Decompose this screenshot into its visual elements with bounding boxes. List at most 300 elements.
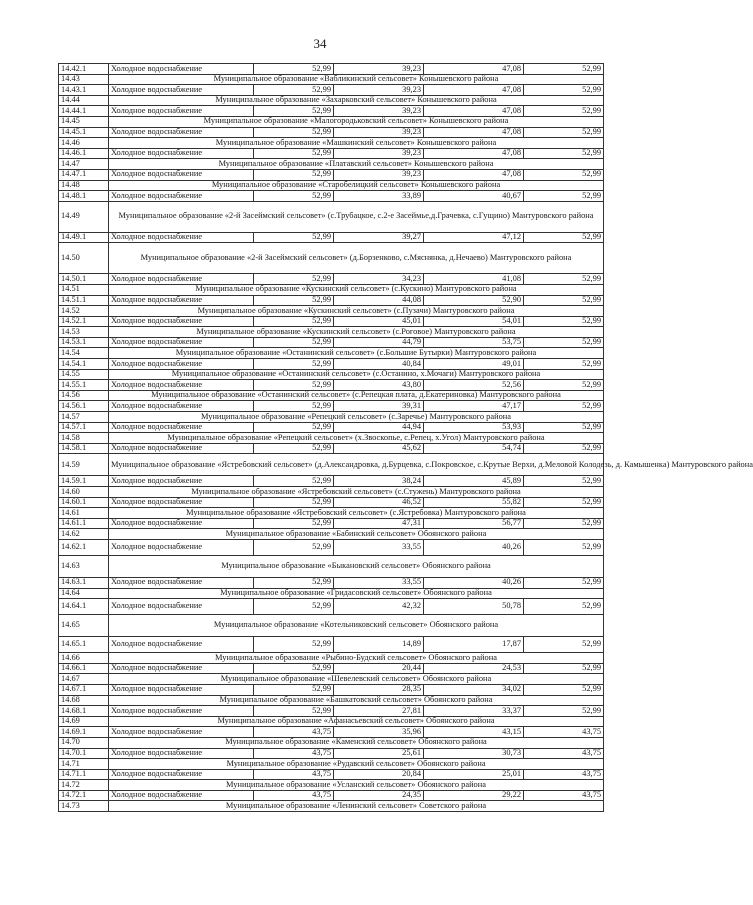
row-code: 14.53 (59, 327, 109, 338)
tariff-value-4: 52,99 (524, 169, 604, 180)
tariff-value-1: 52,99 (254, 169, 334, 180)
service-name: Холодное водоснабжение (109, 476, 254, 487)
service-name: Холодное водоснабжение (109, 637, 254, 653)
tariff-value-2: 39,23 (334, 85, 424, 96)
tariff-value-4: 52,99 (524, 232, 604, 243)
tariff-value-4: 52,99 (524, 191, 604, 202)
row-code: 14.62 (59, 529, 109, 540)
municipality-name: Муниципальное образование «Ленинский сельсовет» Советского района (109, 801, 604, 812)
municipality-name: Муниципальное образование «Кускинский сельсовет» (с.Кускино) Мантуровского района (109, 284, 604, 295)
municipality-name: Муниципальное образование «Останинский сельсовет» (с.Останино, х.Мочаги) Мантуровского района (109, 369, 604, 380)
row-code: 14.48.1 (59, 191, 109, 202)
service-name: Холодное водоснабжение (109, 663, 254, 674)
row-code: 14.57.1 (59, 422, 109, 433)
tariff-value-3: 24,53 (424, 663, 524, 674)
row-code: 14.42.1 (59, 64, 109, 75)
tariff-value-3: 43,15 (424, 727, 524, 738)
tariff-row (59, 637, 604, 653)
row-code: 14.63.1 (59, 577, 109, 588)
row-code: 14.70.1 (59, 748, 109, 759)
tariff-row (59, 337, 604, 348)
tariff-value-3: 29,22 (424, 790, 524, 801)
tariff-row (59, 790, 604, 801)
municipality-row (59, 180, 604, 191)
tariff-value-2: 34,23 (334, 274, 424, 285)
row-code: 14.66.1 (59, 663, 109, 674)
row-code: 14.52 (59, 306, 109, 317)
service-name: Холодное водоснабжение (109, 295, 254, 306)
tariff-row (59, 85, 604, 96)
tariff-row (59, 476, 604, 487)
tariff-value-3: 53,75 (424, 337, 524, 348)
tariff-value-4: 52,99 (524, 148, 604, 159)
tariff-value-3: 40,26 (424, 539, 524, 555)
municipality-row (59, 116, 604, 127)
tariff-value-4: 52,99 (524, 106, 604, 117)
tariff-value-4: 43,75 (524, 727, 604, 738)
row-code: 14.69.1 (59, 727, 109, 738)
row-code: 14.66 (59, 653, 109, 664)
municipality-row (59, 306, 604, 317)
municipality-row (59, 759, 604, 770)
tariff-value-4: 52,99 (524, 274, 604, 285)
row-code: 14.60 (59, 487, 109, 498)
service-name: Холодное водоснабжение (109, 497, 254, 508)
row-code: 14.48 (59, 180, 109, 191)
tariff-value-4: 52,99 (524, 295, 604, 306)
tariff-value-3: 52,56 (424, 380, 524, 391)
row-code: 14.61.1 (59, 518, 109, 529)
municipality-row (59, 653, 604, 664)
tariff-value-4: 43,75 (524, 748, 604, 759)
row-code: 14.60.1 (59, 497, 109, 508)
municipality-name: Муниципальное образование «2-й Засеймский сельсовет» (д.Борзенково, с.Мяснянка, д.Нечаево) Мантуровского района (109, 243, 604, 274)
tariff-row (59, 64, 604, 75)
row-code: 14.44 (59, 95, 109, 106)
tariff-row (59, 169, 604, 180)
tariff-value-2: 46,52 (334, 497, 424, 508)
row-code: 14.45.1 (59, 127, 109, 138)
tariff-value-4: 52,99 (524, 316, 604, 327)
tariff-value-1: 43,75 (254, 769, 334, 780)
tariff-row (59, 127, 604, 138)
row-code: 14.58.1 (59, 443, 109, 454)
tariff-value-1: 52,99 (254, 64, 334, 75)
tariff-value-4: 52,99 (524, 443, 604, 454)
tariff-row (59, 422, 604, 433)
tariff-value-1: 52,99 (254, 663, 334, 674)
tariff-value-2: 39,23 (334, 169, 424, 180)
row-code: 14.46.1 (59, 148, 109, 159)
service-name: Холодное водоснабжение (109, 443, 254, 454)
tariff-value-2: 39,23 (334, 148, 424, 159)
municipality-row (59, 412, 604, 423)
row-code: 14.47.1 (59, 169, 109, 180)
municipality-name: Муниципальное образование «Каменский сельсовет» Обоянского района (109, 737, 604, 748)
tariff-value-1: 52,99 (254, 518, 334, 529)
tariff-value-3: 47,08 (424, 85, 524, 96)
municipality-name: Муниципальное образование «Ястребовский сельсовет» (с.Стужень) Мантуровского района (109, 487, 604, 498)
municipality-name: Муниципальное образование «Останинский сельсовет» (с.Репецкая плата, д.Екатериновка) Мантуровского района (109, 390, 604, 401)
municipality-row (59, 487, 604, 498)
service-name: Холодное водоснабжение (109, 337, 254, 348)
row-code: 14.58 (59, 433, 109, 444)
service-name: Холодное водоснабжение (109, 127, 254, 138)
page-number: 34 (313, 36, 327, 51)
tariff-value-3: 56,77 (424, 518, 524, 529)
tariff-value-2: 44,94 (334, 422, 424, 433)
municipality-name: Муниципальное образование «Машкинский сельсовет» Конышевского района (109, 138, 604, 149)
service-name: Холодное водоснабжение (109, 359, 254, 370)
tariff-value-1: 52,99 (254, 106, 334, 117)
tariff-value-1: 52,99 (254, 684, 334, 695)
tariff-value-1: 52,99 (254, 359, 334, 370)
tariff-value-3: 47,08 (424, 127, 524, 138)
municipality-name: Муниципальное образование «2-й Засеймский сельсовет» (с.Трубацкое, с.2-е Засеймье,д.Грачевка, с.Гущино) Мантуровского района (109, 201, 604, 232)
tariff-value-4: 52,99 (524, 359, 604, 370)
tariff-value-3: 41,08 (424, 274, 524, 285)
row-code: 14.54.1 (59, 359, 109, 370)
service-name: Холодное водоснабжение (109, 748, 254, 759)
municipality-row (59, 780, 604, 791)
tariff-value-3: 54,74 (424, 443, 524, 454)
municipality-row (59, 674, 604, 685)
service-name: Холодное водоснабжение (109, 64, 254, 75)
municipality-row (59, 390, 604, 401)
tariff-value-3: 40,26 (424, 577, 524, 588)
tariff-value-1: 52,99 (254, 637, 334, 653)
tariff-value-1: 52,99 (254, 380, 334, 391)
tariff-value-4: 43,75 (524, 790, 604, 801)
tariff-row (59, 577, 604, 588)
tariff-value-4: 52,99 (524, 64, 604, 75)
tariff-row (59, 684, 604, 695)
municipality-name: Муниципальное образование «Котельниковский сельсовет» Обоянского района (109, 615, 604, 637)
tariff-value-4: 52,99 (524, 476, 604, 487)
tariff-value-3: 47,17 (424, 401, 524, 412)
tariff-value-3: 55,82 (424, 497, 524, 508)
tariff-value-1: 43,75 (254, 790, 334, 801)
tariff-value-3: 50,78 (424, 599, 524, 615)
row-code: 14.52.1 (59, 316, 109, 327)
tariff-row (59, 359, 604, 370)
row-code: 14.47 (59, 159, 109, 170)
tariff-value-2: 39,27 (334, 232, 424, 243)
tariff-value-2: 42,32 (334, 599, 424, 615)
tariff-value-2: 33,89 (334, 191, 424, 202)
service-name: Холодное водоснабжение (109, 539, 254, 555)
tariff-value-1: 52,99 (254, 577, 334, 588)
municipality-name: Муниципальное образование «Платавский сельсовет» Конышевского района (109, 159, 604, 170)
tariff-value-4: 52,99 (524, 380, 604, 391)
tariff-value-2: 25,61 (334, 748, 424, 759)
tariff-value-3: 49,01 (424, 359, 524, 370)
tariff-value-2: 27,81 (334, 706, 424, 717)
row-code: 14.67 (59, 674, 109, 685)
row-code: 14.70 (59, 737, 109, 748)
municipality-name: Муниципальное образование «Башкатовский сельсовет» Обоянского района (109, 695, 604, 706)
tariff-value-4: 52,99 (524, 539, 604, 555)
municipality-row (59, 243, 604, 274)
tariff-value-4: 52,99 (524, 684, 604, 695)
tariff-value-2: 38,24 (334, 476, 424, 487)
tariff-value-4: 52,99 (524, 599, 604, 615)
tariff-row (59, 727, 604, 738)
tariff-value-3: 33,37 (424, 706, 524, 717)
row-code: 14.50 (59, 243, 109, 274)
row-code: 14.61 (59, 508, 109, 519)
tariff-value-2: 45,62 (334, 443, 424, 454)
tariff-value-4: 52,99 (524, 577, 604, 588)
tariff-value-2: 40,84 (334, 359, 424, 370)
tariff-value-3: 47,08 (424, 169, 524, 180)
row-code: 14.67.1 (59, 684, 109, 695)
tariff-row (59, 274, 604, 285)
row-code: 14.57 (59, 412, 109, 423)
tariff-value-3: 17,87 (424, 637, 524, 653)
tariff-row (59, 148, 604, 159)
service-name: Холодное водоснабжение (109, 727, 254, 738)
tariff-value-3: 30,73 (424, 748, 524, 759)
tariff-value-2: 28,35 (334, 684, 424, 695)
municipality-name: Муниципальное образование «Быкановский сельсовет» Обоянского района (109, 555, 604, 577)
tariff-row (59, 599, 604, 615)
service-name: Холодное водоснабжение (109, 706, 254, 717)
tariff-value-3: 52,90 (424, 295, 524, 306)
service-name: Холодное водоснабжение (109, 684, 254, 695)
tariff-value-1: 43,75 (254, 748, 334, 759)
row-code: 14.49.1 (59, 232, 109, 243)
tariff-value-3: 47,08 (424, 106, 524, 117)
row-code: 14.51.1 (59, 295, 109, 306)
service-name: Холодное водоснабжение (109, 599, 254, 615)
row-code: 14.62.1 (59, 539, 109, 555)
municipality-row (59, 801, 604, 812)
municipality-name: Муниципальное образование «Ястребовский сельсовет» (с.Ястребовка) Мантуровского района (109, 508, 604, 519)
tariff-value-4: 52,99 (524, 706, 604, 717)
tariff-row (59, 295, 604, 306)
municipality-row (59, 74, 604, 85)
tariff-row (59, 497, 604, 508)
tariff-value-1: 52,99 (254, 401, 334, 412)
municipality-name: Муниципальное образование «Репецкий сельсовет» (с.Заречье) Мантуровского района (109, 412, 604, 423)
tariff-value-3: 54,01 (424, 316, 524, 327)
tariff-row (59, 518, 604, 529)
tariff-value-2: 44,08 (334, 295, 424, 306)
tariff-row (59, 769, 604, 780)
row-code: 14.68 (59, 695, 109, 706)
row-code: 14.44.1 (59, 106, 109, 117)
service-name: Холодное водоснабжение (109, 380, 254, 391)
row-code: 14.50.1 (59, 274, 109, 285)
municipality-row (59, 95, 604, 106)
row-code: 14.68.1 (59, 706, 109, 717)
municipality-name: Муниципальное образование «Рудавский сельсовет» Обоянского района (109, 759, 604, 770)
row-code: 14.59.1 (59, 476, 109, 487)
row-code: 14.64.1 (59, 599, 109, 615)
tariff-value-3: 40,67 (424, 191, 524, 202)
row-code: 14.45 (59, 116, 109, 127)
row-code: 14.43.1 (59, 85, 109, 96)
tariff-value-1: 52,99 (254, 85, 334, 96)
tariff-value-2: 39,23 (334, 127, 424, 138)
municipality-row (59, 588, 604, 599)
municipality-name: Муниципальное образование «Гридасовский сельсовет» Обоянского района (109, 588, 604, 599)
row-code: 14.73 (59, 801, 109, 812)
municipality-name: Муниципальное образование «Малогородьковский сельсовет» Конышевского района (109, 116, 604, 127)
row-code: 14.56 (59, 390, 109, 401)
tariff-table (58, 63, 753, 812)
service-name: Холодное водоснабжение (109, 191, 254, 202)
municipality-row (59, 201, 604, 232)
service-name: Холодное водоснабжение (109, 148, 254, 159)
municipality-row (59, 529, 604, 540)
tariff-value-2: 33,55 (334, 539, 424, 555)
row-code: 14.54 (59, 348, 109, 359)
tariff-value-1: 52,99 (254, 316, 334, 327)
tariff-value-2: 44,79 (334, 337, 424, 348)
tariff-value-1: 52,99 (254, 274, 334, 285)
tariff-value-2: 43,80 (334, 380, 424, 391)
tariff-value-3: 47,08 (424, 64, 524, 75)
tariff-value-4: 52,99 (524, 85, 604, 96)
tariff-value-1: 52,99 (254, 191, 334, 202)
tariff-value-2: 20,44 (334, 663, 424, 674)
tariff-value-1: 52,99 (254, 295, 334, 306)
service-name: Холодное водоснабжение (109, 169, 254, 180)
municipality-name: Муниципальное образование «Репецкий сельсовет» (х.Звоскопье, с.Репец, х.Угол) Мантуровского района (109, 433, 604, 444)
municipality-name: Муниципальное образование «Кускинский сельсовет» (с.Роговое) Мантуровского района (109, 327, 604, 338)
row-code: 14.69 (59, 716, 109, 727)
tariff-value-2: 45,01 (334, 316, 424, 327)
tariff-value-1: 52,99 (254, 599, 334, 615)
municipality-name: Муниципальное образование «Усланский сельсовет» Обоянского района (109, 780, 604, 791)
municipality-row (59, 716, 604, 727)
municipality-name: Муниципальное образование «Останинский сельсовет» (с.Большие Бутырки) Мантуровского района (109, 348, 604, 359)
municipality-name: Муниципальное образование «Шевелевский сельсовет» Обоянского района (109, 674, 604, 685)
municipality-row (59, 138, 604, 149)
row-code: 14.55 (59, 369, 109, 380)
tariff-value-4: 52,99 (524, 518, 604, 529)
tariff-value-1: 43,75 (254, 727, 334, 738)
row-code: 14.65 (59, 615, 109, 637)
tariff-value-1: 52,99 (254, 148, 334, 159)
municipality-name: Муниципальное образование «Бабинский сельсовет» Обоянского района (109, 529, 604, 540)
municipality-name: Муниципальное образование «Рыбино-Будский сельсовет» Обоянского района (109, 653, 604, 664)
tariff-row (59, 706, 604, 717)
municipality-name: Муниципальное образование «Вабликинский сельсовет» Конышевского района (109, 74, 604, 85)
row-code: 14.43 (59, 74, 109, 85)
service-name: Холодное водоснабжение (109, 790, 254, 801)
tariff-value-2: 47,31 (334, 518, 424, 529)
row-code: 14.59 (59, 454, 109, 476)
row-code: 14.49 (59, 201, 109, 232)
tariff-value-4: 52,99 (524, 337, 604, 348)
tariff-row (59, 191, 604, 202)
row-code: 14.65.1 (59, 637, 109, 653)
row-code: 14.51 (59, 284, 109, 295)
municipality-row (59, 369, 604, 380)
tariff-value-2: 39,23 (334, 64, 424, 75)
tariff-value-3: 45,89 (424, 476, 524, 487)
tariff-value-1: 52,99 (254, 443, 334, 454)
tariff-row (59, 232, 604, 243)
service-name: Холодное водоснабжение (109, 422, 254, 433)
tariff-value-2: 20,84 (334, 769, 424, 780)
tariff-value-1: 52,99 (254, 497, 334, 508)
municipality-name: Муниципальное образование «Афанасьевский сельсовет» Обоянского района (109, 716, 604, 727)
municipality-name: Муниципальное образование «Старобелицкий сельсовет» Конышевского района (109, 180, 604, 191)
tariff-row (59, 401, 604, 412)
tariff-row (59, 316, 604, 327)
tariff-value-1: 52,99 (254, 539, 334, 555)
municipality-row (59, 327, 604, 338)
tariff-value-3: 47,08 (424, 148, 524, 159)
row-code: 14.72.1 (59, 790, 109, 801)
row-code: 14.46 (59, 138, 109, 149)
row-code: 14.56.1 (59, 401, 109, 412)
service-name: Холодное водоснабжение (109, 769, 254, 780)
row-code: 14.53.1 (59, 337, 109, 348)
service-name: Холодное водоснабжение (109, 577, 254, 588)
service-name: Холодное водоснабжение (109, 518, 254, 529)
municipality-row (59, 555, 604, 577)
tariff-value-1: 52,99 (254, 422, 334, 433)
tariff-row (59, 748, 604, 759)
municipality-row (59, 284, 604, 295)
service-name: Холодное водоснабжение (109, 401, 254, 412)
tariff-value-4: 52,99 (524, 422, 604, 433)
tariff-value-3: 47,12 (424, 232, 524, 243)
tariff-value-2: 35,96 (334, 727, 424, 738)
municipality-name: Муниципальное образование «Захарковский сельсовет» Конышевского района (109, 95, 604, 106)
tariff-row (59, 663, 604, 674)
service-name: Холодное водоснабжение (109, 232, 254, 243)
municipality-name: Муниципальное образование «Кускинский сельсовет» (с.Пузачи) Мантуровского района (109, 306, 604, 317)
tariff-value-2: 39,31 (334, 401, 424, 412)
municipality-row (59, 159, 604, 170)
tariff-value-2: 33,55 (334, 577, 424, 588)
municipality-row (59, 508, 604, 519)
tariff-value-2: 14,89 (334, 637, 424, 653)
service-name: Холодное водоснабжение (109, 274, 254, 285)
municipality-row (59, 737, 604, 748)
tariff-value-4: 52,99 (524, 663, 604, 674)
tariff-value-4: 52,99 (524, 637, 604, 653)
municipality-row (59, 433, 604, 444)
row-code: 14.71 (59, 759, 109, 770)
tariff-value-1: 52,99 (254, 232, 334, 243)
tariff-value-4: 52,99 (524, 401, 604, 412)
tariff-value-3: 25,01 (424, 769, 524, 780)
tariff-table-body (59, 63, 753, 812)
tariff-value-1: 52,99 (254, 706, 334, 717)
tariff-row (59, 443, 604, 454)
municipality-row (59, 454, 604, 476)
service-name: Холодное водоснабжение (109, 85, 254, 96)
row-code: 14.63 (59, 555, 109, 577)
tariff-row (59, 106, 604, 117)
row-code: 14.64 (59, 588, 109, 599)
tariff-value-2: 39,23 (334, 106, 424, 117)
tariff-value-4: 52,99 (524, 127, 604, 138)
tariff-value-1: 52,99 (254, 476, 334, 487)
tariff-row (59, 380, 604, 391)
tariff-value-1: 52,99 (254, 337, 334, 348)
row-code: 14.55.1 (59, 380, 109, 391)
tariff-value-3: 34,02 (424, 684, 524, 695)
municipality-row (59, 348, 604, 359)
